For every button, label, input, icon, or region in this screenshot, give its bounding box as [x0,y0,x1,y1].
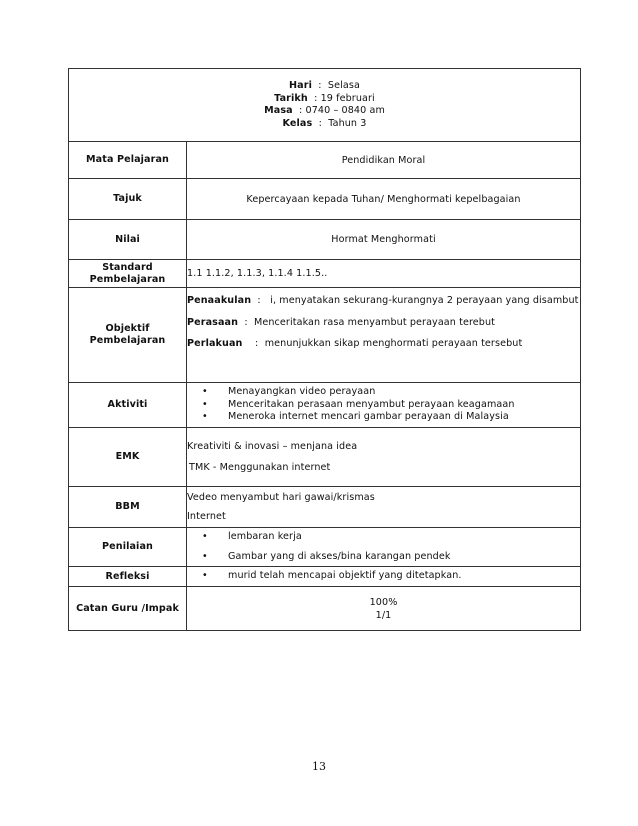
list-item: • murid telah mencapai objektif yang ditetapkan. [187,570,580,583]
list-item: • Gambar yang di akses/bina karangan pendek [187,551,580,564]
row-emk [69,428,581,487]
catan-value: 100% 1/1 [187,587,581,631]
perasaan-line: Perasaan : Menceritakan rasa menyambut perayaan terebut [187,317,496,328]
emk-label: EMK [69,428,187,487]
bullet-icon: • [202,398,208,410]
catan-label: Catan Guru /Impak [69,587,187,631]
bullet-icon: • [202,570,208,582]
penilaian-list [187,528,581,567]
mata-pelajaran-value: Pendidikan Moral [187,142,581,179]
standard-value: 1.1 1.1.2, 1.1.3, 1.1.4 1.1.5.. [187,260,581,288]
row-penilaian [69,528,581,567]
bbm-label: BBM [69,487,187,528]
refleksi-list [187,567,581,587]
row-tajuk [69,179,581,220]
objektif-value [187,288,581,383]
lesson-plan-table [68,68,581,631]
row-catan [69,587,581,631]
list-item: • Meneroka internet mencari gambar perayaan di Malaysia [187,411,580,424]
row-aktiviti [69,383,581,428]
objektif-label: Objektif Pembelajaran [69,288,187,383]
penilaian-label: Penilaian [69,528,187,567]
nilai-value: Hormat Menghormati [187,220,581,260]
row-nilai [69,220,581,260]
kelas-line: Kelas : Tahun 3 [282,117,367,129]
standard-label: Standard Pembelajaran [69,260,187,288]
row-mata-pelajaran [69,142,581,179]
hari-line: Hari : Selasa [289,80,360,91]
tarikh-line: Tarikh : 19 februari [274,92,375,104]
masa-line: Masa : 0740 – 0840 am [264,105,385,116]
list-item: • lembaran kerja [187,531,580,544]
perlakuan-line: Perlakuan : menunjukkan sikap menghormati perayaan tersebut [187,338,523,349]
bullet-icon: • [202,531,208,542]
header-cell [69,69,581,142]
nilai-label: Nilai [69,220,187,260]
penaakulan-line: Penaakulan : i, menyatakan sekurang-kurangnya 2 perayaan yang disambut [187,295,579,306]
bbm-value: Vedeo menyambut hari gawai/krismas Internet [187,487,581,528]
page-number: 13 [312,760,326,773]
list-item: • Menceritakan perasaan menyambut perayaan keagamaan [187,399,580,412]
row-bbm [69,487,581,528]
mata-pelajaran-label: Mata Pelajaran [69,142,187,179]
aktiviti-list [187,383,581,428]
refleksi-label: Refleksi [69,567,187,587]
bullet-icon: • [202,411,208,423]
tajuk-label: Tajuk [69,179,187,220]
aktiviti-label: Aktiviti [69,383,187,428]
tajuk-value: Kepercayaan kepada Tuhan/ Menghormati kepelbagaian [187,179,581,220]
bullet-icon: • [202,550,208,562]
header-row [69,69,581,142]
bullet-icon: • [202,386,208,398]
row-refleksi [69,567,581,587]
row-objektif [69,288,581,383]
row-standard [69,260,581,288]
emk-value: Kreativiti & inovasi – menjana idea TMK - Menggunakan internet [187,428,581,487]
list-item: • Menayangkan video perayaan [187,386,580,399]
